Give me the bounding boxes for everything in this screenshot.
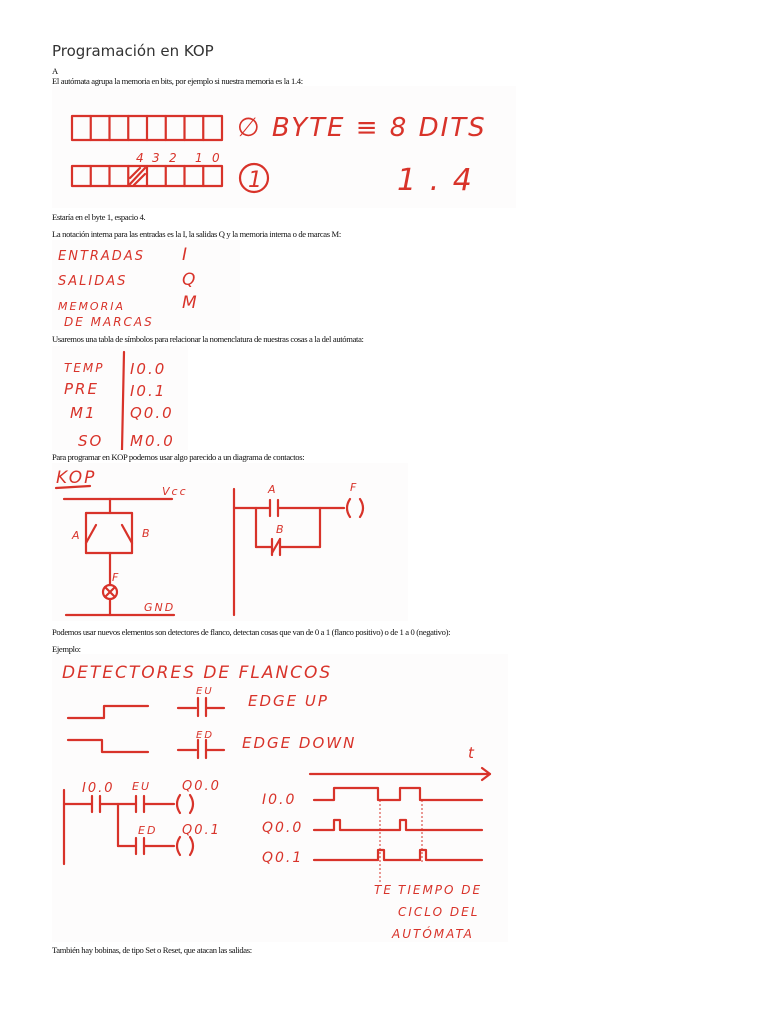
switch-b-label: B xyxy=(142,527,152,540)
symbol-m1: M1 xyxy=(70,404,97,422)
notation-q: Q xyxy=(182,270,198,290)
symbol-temp: TEMP xyxy=(64,361,105,375)
gnd-label: GND xyxy=(144,601,176,614)
bit-4: 4 xyxy=(136,151,146,165)
ladder-q00-label: Q0.0 xyxy=(182,779,221,794)
ladder-ed-label: ED xyxy=(138,824,158,837)
address-label: 1 . 4 xyxy=(397,163,474,198)
ladder-a-label: A xyxy=(268,483,278,496)
paragraph-memoria: El autómata agrupa la memoria en bits, por ejemplo si nuestra memoria es la 1.4: xyxy=(52,76,303,86)
symbol-pre: PRE xyxy=(64,380,99,398)
ladder-i00-label: I0.0 xyxy=(82,781,115,796)
ed-label: ED xyxy=(196,730,215,741)
ladder-eu-label: EU xyxy=(132,780,152,793)
notation-m: M xyxy=(182,293,199,313)
note-line3: AUTÓMATA xyxy=(392,927,474,941)
paragraph-programar: Para programar en KOP podemos usar algo parecido a un diagrama de contactos: xyxy=(52,452,305,462)
signal-q00-label: Q0.0 xyxy=(262,820,304,836)
kop-diagram-figure xyxy=(52,463,408,621)
eu-label: EU xyxy=(196,686,214,697)
note-line1: TIEMPO DE xyxy=(398,883,483,897)
edge-detectors-figure xyxy=(52,654,508,942)
address-q00: Q0.0 xyxy=(130,404,174,422)
address-i01: I0.1 xyxy=(130,382,167,400)
ladder-f-label: F xyxy=(350,481,359,494)
paragraph-ejemplo: Ejemplo: xyxy=(52,644,81,654)
notation-entradas: ENTRADAS xyxy=(58,249,145,264)
notation-i: I xyxy=(182,245,190,265)
kop-heading: KOP xyxy=(56,468,97,488)
bit-3: 3 xyxy=(152,151,162,165)
bit-0: 0 xyxy=(212,151,222,165)
flancos-heading: DETECTORES DE FLANCOS xyxy=(62,663,333,683)
paragraph-tambien: También hay bobinas, de tipo Set o Reset, que atacan las salidas: xyxy=(52,945,252,955)
switch-a-label: A xyxy=(72,529,82,542)
ladder-b-label: B xyxy=(276,523,286,536)
byte0-label: ∅ BYTE ≡ 8 DITS xyxy=(237,113,487,143)
notation-marcas: DE MARCAS xyxy=(64,315,154,329)
symbol-so: SO xyxy=(78,432,104,450)
paragraph-podemos: Podemos usar nuevos elementos son detectores de flanco, detectan cosas que van de 0 a 1 (flanco positivo) o de 1 a 0 (negativo): xyxy=(52,627,451,637)
notation-salidas: SALIDAS xyxy=(58,274,128,289)
bit-1: 1 xyxy=(195,151,205,165)
byte1-label: 1 xyxy=(248,168,264,193)
edge-down-label: EDGE DOWN xyxy=(242,734,357,752)
note-line2: CICLO DEL xyxy=(398,905,480,919)
signal-q01-label: Q0.1 xyxy=(262,850,304,866)
ladder-q01-label: Q0.1 xyxy=(182,823,221,838)
address-i00: I0.0 xyxy=(130,360,167,378)
paragraph-estaria: Estaría en el byte 1, espacio 4. xyxy=(52,212,146,222)
vcc-label: Vcc xyxy=(162,485,188,498)
bit-2: 2 xyxy=(169,151,179,165)
paragraph-a: A xyxy=(52,66,58,76)
paragraph-notacion: La notación interna para las entradas es la I, la salidas Q y la memoria interna o de marcas M: xyxy=(52,229,341,239)
memory-bits-figure xyxy=(52,86,516,208)
symbol-table-figure xyxy=(52,346,188,450)
notation-memoria: MEMORIA xyxy=(58,300,126,313)
page-title: Programación en KOP xyxy=(52,42,214,60)
notation-figure xyxy=(52,240,240,330)
lamp-f-label: F xyxy=(112,571,121,584)
signal-i00-label: I0.0 xyxy=(262,792,297,808)
edge-up-label: EDGE UP xyxy=(248,692,329,710)
address-m00: M0.0 xyxy=(130,432,175,450)
paragraph-usaremos: Usaremos una tabla de símbolos para relacionar la nomenclatura de nuestras cosas a la del autómata: xyxy=(52,334,364,344)
note-te: TE xyxy=(374,883,393,897)
time-t-label: t xyxy=(468,744,476,762)
